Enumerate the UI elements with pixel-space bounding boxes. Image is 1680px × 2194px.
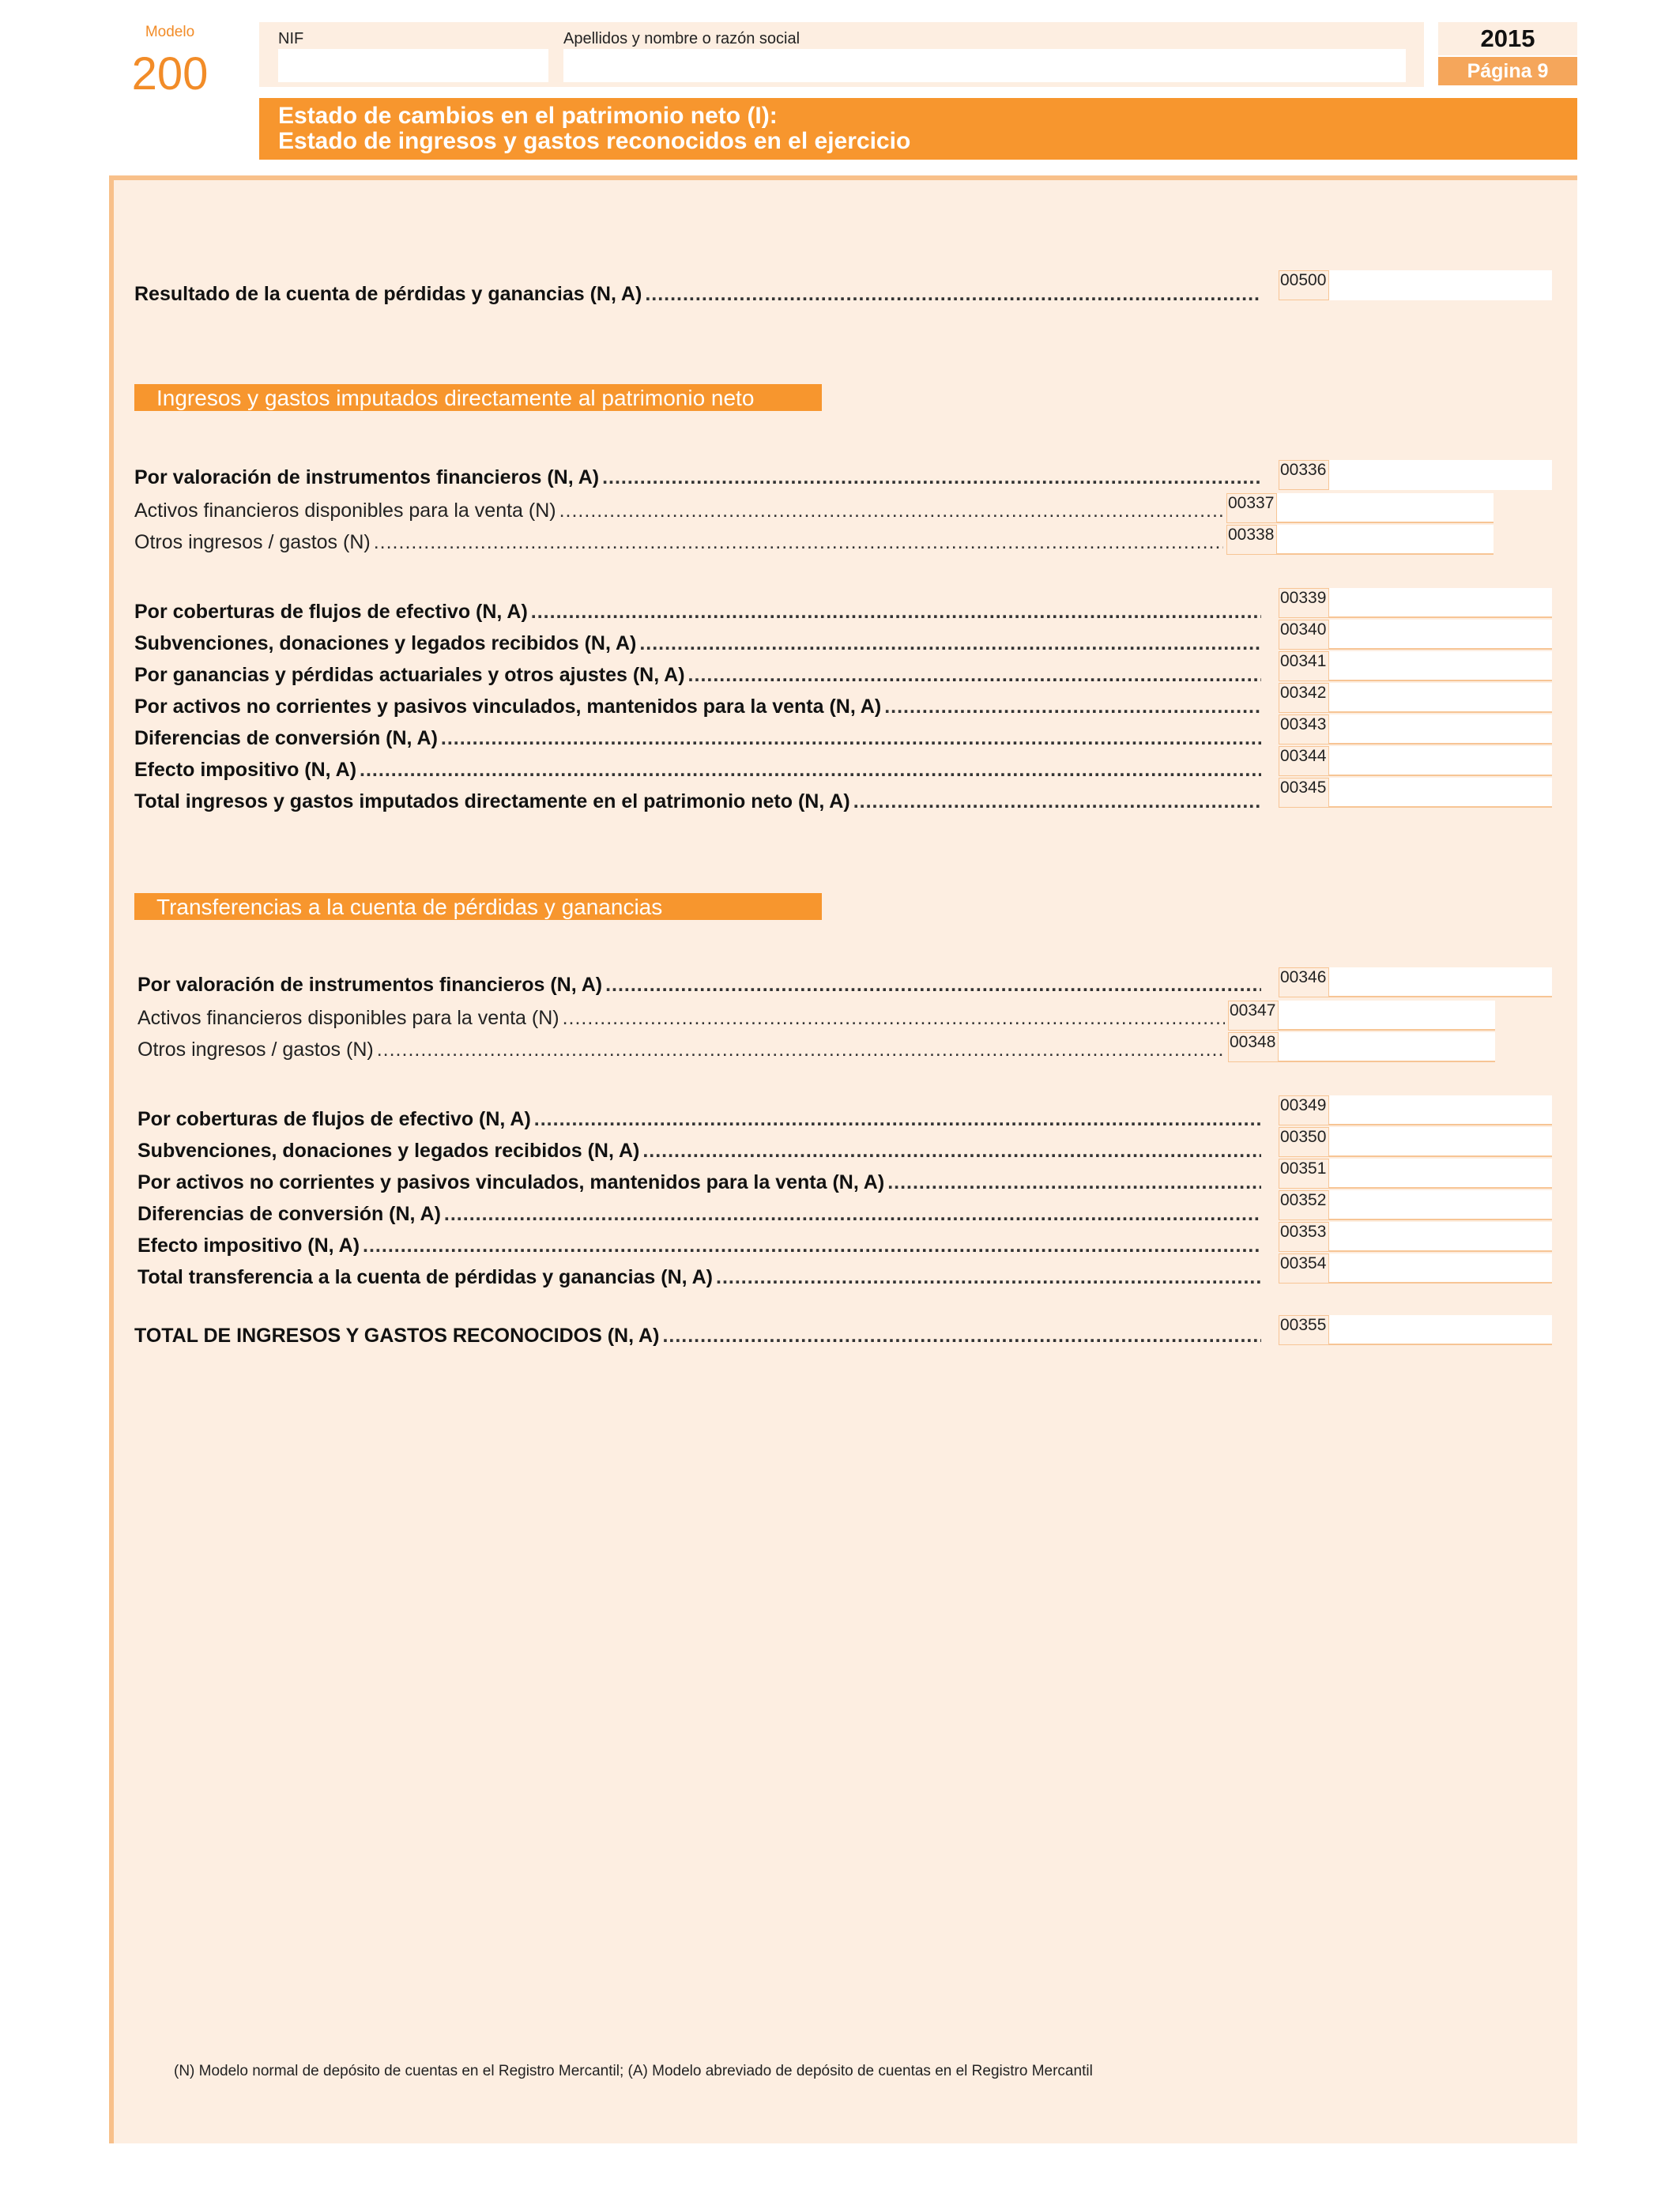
field-code: 00341 bbox=[1279, 651, 1329, 681]
form-row bbox=[134, 664, 1264, 687]
row-label: Por coberturas de flujos de efectivo (N, A) bbox=[134, 601, 528, 623]
amount-input[interactable] bbox=[1329, 1127, 1552, 1157]
amount-input[interactable] bbox=[1277, 493, 1494, 523]
name-field[interactable] bbox=[563, 49, 1406, 82]
field-code: 00354 bbox=[1279, 1253, 1329, 1284]
field-00355 bbox=[1279, 1315, 1552, 1345]
amount-input[interactable] bbox=[1329, 683, 1552, 713]
form-row bbox=[134, 466, 1264, 489]
field-00336 bbox=[1279, 460, 1552, 490]
field-00346 bbox=[1279, 967, 1552, 997]
field-code: 00344 bbox=[1279, 746, 1329, 776]
amount-input[interactable] bbox=[1329, 967, 1552, 997]
field-00344 bbox=[1279, 746, 1552, 776]
field-code: 00343 bbox=[1279, 714, 1329, 745]
field-00345 bbox=[1279, 778, 1552, 808]
field-00354 bbox=[1279, 1253, 1552, 1284]
row-label: Diferencias de conversión (N, A) bbox=[134, 727, 438, 749]
form-row bbox=[137, 1235, 1264, 1257]
row-label: Por ganancias y pérdidas actuariales y otros ajustes (N, A) bbox=[134, 664, 685, 686]
row-label: Por activos no corrientes y pasivos vinculados, mantenidos para la venta (N, A) bbox=[134, 696, 882, 718]
form-row bbox=[134, 499, 1226, 522]
row-label: Activos financieros disponibles para la venta (N) bbox=[134, 499, 556, 522]
amount-input[interactable] bbox=[1329, 620, 1552, 650]
field-00349 bbox=[1279, 1095, 1552, 1125]
field-00347 bbox=[1228, 1001, 1495, 1031]
row-label: Subvenciones, donaciones y legados recibidos (N, A) bbox=[137, 1140, 640, 1162]
amount-input[interactable] bbox=[1329, 746, 1552, 776]
field-code: 00355 bbox=[1279, 1315, 1329, 1345]
amount-input[interactable] bbox=[1329, 1315, 1552, 1345]
form-row bbox=[137, 1039, 1228, 1061]
field-00350 bbox=[1279, 1127, 1552, 1157]
row-label: Total ingresos y gastos imputados directamente en el patrimonio neto (N, A) bbox=[134, 790, 850, 812]
form-row bbox=[134, 727, 1264, 750]
nif-field[interactable] bbox=[278, 49, 548, 82]
field-code: 00338 bbox=[1226, 525, 1277, 555]
row-label: Activos financieros disponibles para la venta (N) bbox=[137, 1007, 559, 1029]
field-00337 bbox=[1226, 493, 1494, 523]
title-line-2: Estado de ingresos y gastos reconocidos en el ejercicio bbox=[278, 128, 911, 154]
form-row bbox=[137, 1007, 1228, 1030]
field-00353 bbox=[1279, 1222, 1552, 1252]
form-row bbox=[137, 974, 1264, 997]
amount-input[interactable] bbox=[1329, 1190, 1552, 1220]
field-code: 00342 bbox=[1279, 683, 1329, 713]
field-code: 00336 bbox=[1279, 460, 1329, 490]
footnote: (N) Modelo normal de depósito de cuentas en el Registro Mercantil; (A) Modelo abreviado de depósito de cuentas en el Registro Mercantil bbox=[174, 2063, 1093, 2079]
name-label: Apellidos y nombre o razón social bbox=[563, 30, 800, 47]
amount-input[interactable] bbox=[1329, 651, 1552, 681]
field-00339 bbox=[1279, 588, 1552, 618]
field-00340 bbox=[1279, 620, 1552, 650]
row-label: Por coberturas de flujos de efectivo (N, A) bbox=[137, 1108, 531, 1130]
section-header-ingresos-gastos: Ingresos y gastos imputados directamente al patrimonio neto bbox=[134, 384, 822, 411]
form-row bbox=[134, 632, 1264, 655]
amount-input[interactable] bbox=[1329, 588, 1552, 618]
field-00352 bbox=[1279, 1190, 1552, 1220]
amount-input[interactable] bbox=[1329, 714, 1552, 745]
form-row bbox=[137, 1266, 1264, 1289]
page-badge: Página 9 bbox=[1438, 57, 1577, 85]
row-label: Efecto impositivo (N, A) bbox=[137, 1235, 360, 1257]
row-label: TOTAL DE INGRESOS Y GASTOS RECONOCIDOS (N, A) bbox=[134, 1325, 660, 1347]
row-label: Diferencias de conversión (N, A) bbox=[137, 1203, 441, 1225]
field-code: 00337 bbox=[1226, 493, 1277, 523]
amount-input[interactable] bbox=[1329, 1159, 1552, 1189]
amount-input[interactable] bbox=[1329, 1222, 1552, 1252]
amount-input[interactable] bbox=[1329, 460, 1552, 490]
form-row bbox=[137, 1171, 1264, 1194]
form-row bbox=[137, 1108, 1264, 1131]
field-code: 00352 bbox=[1279, 1190, 1329, 1220]
field-code: 00340 bbox=[1279, 620, 1329, 650]
row-label: Total transferencia a la cuenta de pérdidas y ganancias (N, A) bbox=[137, 1266, 714, 1288]
form-row bbox=[134, 601, 1264, 624]
field-00342 bbox=[1279, 683, 1552, 713]
field-00343 bbox=[1279, 714, 1552, 745]
field-00341 bbox=[1279, 651, 1552, 681]
field-00500 bbox=[1279, 270, 1552, 300]
amount-input[interactable] bbox=[1329, 270, 1552, 300]
modelo-label: Modelo bbox=[145, 24, 195, 40]
field-code: 00347 bbox=[1228, 1001, 1279, 1031]
amount-input[interactable] bbox=[1277, 525, 1494, 555]
field-00351 bbox=[1279, 1159, 1552, 1189]
field-code: 00350 bbox=[1279, 1127, 1329, 1157]
nif-label: NIF bbox=[278, 30, 304, 47]
field-code: 00348 bbox=[1228, 1032, 1279, 1062]
form-row bbox=[137, 1140, 1264, 1163]
field-00348 bbox=[1228, 1032, 1495, 1062]
field-code: 00349 bbox=[1279, 1095, 1329, 1125]
field-code: 00345 bbox=[1279, 778, 1329, 808]
modelo-number: 200 bbox=[131, 48, 209, 100]
row-label: Por activos no corrientes y pasivos vinculados, mantenidos para la venta (N, A) bbox=[137, 1171, 885, 1193]
row-label: Subvenciones, donaciones y legados recibidos (N, A) bbox=[134, 632, 637, 654]
amount-input[interactable] bbox=[1329, 1095, 1552, 1125]
row-label: Por valoración de instrumentos financieros (N, A) bbox=[137, 974, 603, 996]
form-row bbox=[134, 790, 1264, 813]
field-00338 bbox=[1226, 525, 1494, 555]
form-row bbox=[137, 1203, 1264, 1226]
form-row bbox=[134, 531, 1226, 554]
row-label: Por valoración de instrumentos financieros (N, A) bbox=[134, 466, 600, 488]
amount-input[interactable] bbox=[1279, 1032, 1495, 1062]
field-code: 00346 bbox=[1279, 967, 1329, 997]
row-label: Efecto impositivo (N, A) bbox=[134, 759, 357, 781]
field-code: 00353 bbox=[1279, 1222, 1329, 1252]
title-line-1: Estado de cambios en el patrimonio neto (I): bbox=[278, 103, 778, 129]
field-code: 00500 bbox=[1279, 270, 1329, 300]
field-code: 00339 bbox=[1279, 588, 1329, 618]
total-row bbox=[134, 1325, 1264, 1348]
amount-input[interactable] bbox=[1329, 778, 1552, 808]
amount-input[interactable] bbox=[1279, 1001, 1495, 1031]
form-row bbox=[134, 696, 1264, 718]
row-label: Resultado de la cuenta de pérdidas y ganancias (N, A) bbox=[134, 283, 642, 305]
row-label: Otros ingresos / gastos (N) bbox=[137, 1039, 374, 1061]
amount-input[interactable] bbox=[1329, 1253, 1552, 1284]
row-label: Otros ingresos / gastos (N) bbox=[134, 531, 371, 553]
resultado-row bbox=[134, 283, 1264, 306]
field-code: 00351 bbox=[1279, 1159, 1329, 1189]
section-header-transferencias: Transferencias a la cuenta de pérdidas y ganancias bbox=[134, 893, 822, 920]
form-row bbox=[134, 759, 1264, 782]
year-badge: 2015 bbox=[1438, 22, 1577, 55]
